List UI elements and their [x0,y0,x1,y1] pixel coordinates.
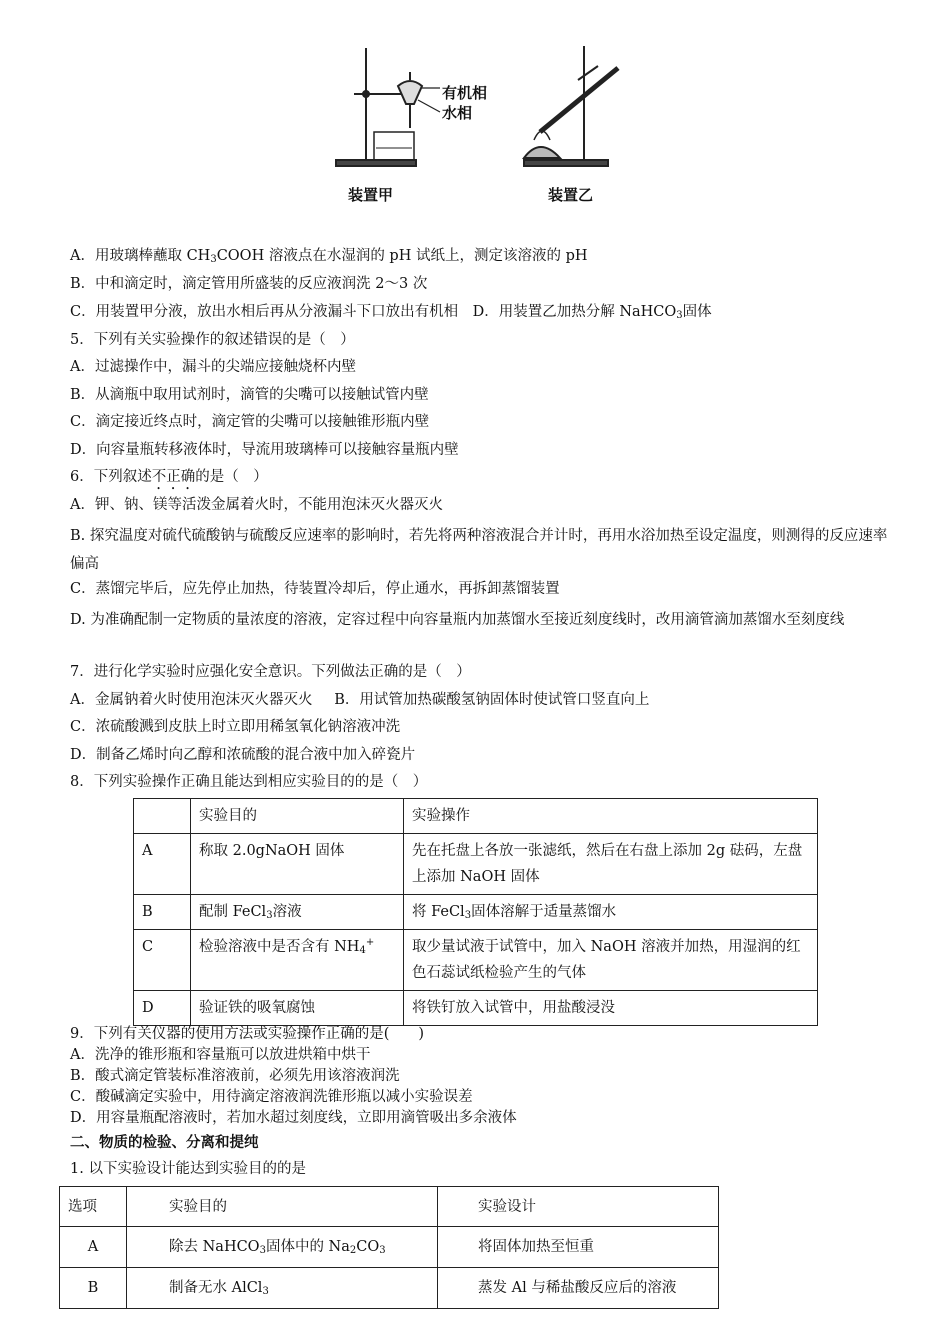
table-row [134,895,818,930]
table-row [134,991,818,1026]
caption-apparatus-jia: 装置甲 [348,186,394,204]
table-cell: 蒸发 Al 与稀盐酸反应后的溶液 [438,1268,719,1309]
q7-option-c: C．浓硫酸溅到皮肤上时立即用稀氢氧化钠溶液冲洗 [70,719,401,735]
q8-table [133,798,818,1026]
table-cell: A [60,1227,127,1268]
label-organic-phase: 有机相 [442,84,488,102]
table-cell: A [134,834,191,895]
q8-stem: 8．下列实验操作正确且能达到相应实验目的的是（ ） [70,774,428,790]
q6-option-b: B. 探究温度对硫代硫酸钠与硫酸反应速率的影响时，若先将两种溶液混合并计时，再用水浴加热至设定温度，则测得的反应速率偏高 [70,528,888,572]
table-row [60,1227,719,1268]
q9-stem: 9．下列有关仪器的使用方法或实验操作正确的是( ) [70,1026,425,1042]
q5-option-b: B．从滴瓶中取用试剂时，滴管的尖嘴可以接触试管内壁 [70,387,429,403]
q6-stem: 6．下列叙述不正确的是（ ） [70,469,268,485]
q5-stem: 5．下列有关实验操作的叙述错误的是（ ） [70,332,355,348]
q7-option-d: D．制备乙烯时向乙醇和浓硫酸的混合液中加入碎瓷片 [70,747,416,763]
q6-option-d: D. 为准确配制一定物质的量浓度的溶液，定容过程中向容量瓶内加蒸馏水至接近刻度线时，改用滴管滴加蒸馏水至刻度线 [70,612,845,628]
table-cell: 实验目的 [191,799,404,834]
table-cell: 取少量试液于试管中，加入 NaOH 溶液并加热，用湿润的红色石蕊试纸检验产生的气体 [404,930,818,991]
q7-stem: 7．进行化学实验时应强化安全意识。下列做法正确的是（ ） [70,664,471,680]
table-cell: 将铁钉放入试管中，用盐酸浸没 [404,991,818,1026]
table-cell: 选项 [60,1187,127,1227]
table-cell: B [134,895,191,930]
table-cell: C [134,930,191,991]
q9-option-d: D．用容量瓶配溶液时，若加水超过刻度线，立即用滴管吸出多余液体 [70,1110,517,1126]
table-cell: 验证铁的吸氧腐蚀 [191,991,404,1026]
table-cell: 配制 FeCl$_3$溶液 [191,895,404,930]
q4-option-a: A．用玻璃棒蘸取 $CH_3COOH$ 溶液点在水湿润的 pH 试纸上，测定该溶液的 pH [70,248,588,265]
q5-option-a: A．过滤操作中，漏斗的尖端应接触烧杯内壁 [70,359,356,375]
q9-option-c: C．酸碱滴定实验中，用待滴定溶液润洗锥形瓶以减小实验误差 [70,1089,473,1105]
apparatus-yi [524,46,618,166]
table-cell: 实验操作 [404,799,818,834]
section-heading: 二、物质的检验、分离和提纯 [70,1134,259,1151]
table-cell: 实验目的 [127,1187,438,1227]
table-cell: 实验设计 [438,1187,719,1227]
table-row [60,1268,719,1309]
table-cell [134,799,191,834]
table-cell: 将固体加热至恒重 [438,1227,719,1268]
table-cell: 称取 2.0gNaOH 固体 [191,834,404,895]
q9-option-b: B．酸式滴定管装标准溶液前，必须先用该溶液润洗 [70,1068,400,1084]
table-cell: 制备无水 AlCl$_3$ [127,1268,438,1309]
label-water-phase: 水相 [442,104,473,122]
table-cell: 检验溶液中是否含有 $NH_4^+$ [191,930,404,991]
section2-q1-table [59,1186,719,1309]
q5-option-d: D．向容量瓶转移液体时，导流用玻璃棒可以接触容量瓶内壁 [70,442,459,458]
section2-q1-stem: 1. 以下实验设计能达到实验目的的是 [70,1161,306,1177]
table-cell: 先在托盘上各放一张滤纸，然后在右盘上添加 2g 砝码，左盘上添加 NaOH 固体 [404,834,818,895]
table-cell: D [134,991,191,1026]
q4-option-b: B．中和滴定时，滴定管用所盛装的反应液润洗 2～3 次 [70,276,428,292]
q6-option-c: C．蒸馏完毕后，应先停止加热，待装置冷却后，停止通水，再拆卸蒸馏装置 [70,581,560,597]
apparatus-figure [328,36,628,211]
table-row [134,930,818,991]
table-cell: B [60,1268,127,1309]
apparatus-jia [336,48,440,166]
table-row [134,834,818,895]
caption-apparatus-yi: 装置乙 [548,186,594,204]
q5-option-c: C．滴定接近终点时，滴定管的尖嘴可以接触锥形瓶内壁 [70,414,430,430]
q7-option-a-b: A．金属钠着火时使用泡沫灭火器灭火 B．用试管加热碳酸氢钠固体时使试管口竖直向上 [70,692,650,708]
table-cell: 将 FeCl$_3$固体溶解于适量蒸馏水 [404,895,818,930]
table-cell: 除去 NaHCO$_3$固体中的 $Na_2CO_3$ [127,1227,438,1268]
q4-option-c-d: C．用装置甲分液，放出水相后再从分液漏斗下口放出有机相 D．用装置乙加热分解 NaHCO$_3$固体 [70,304,712,321]
table-header-row [60,1187,719,1227]
q9-option-a: A．洗净的锥形瓶和容量瓶可以放进烘箱中烘干 [70,1047,371,1063]
table-header-row [134,799,818,834]
q6-option-a: A．钾、钠、镁等活泼金属着火时，不能用泡沫灭火器灭火 [70,497,443,513]
